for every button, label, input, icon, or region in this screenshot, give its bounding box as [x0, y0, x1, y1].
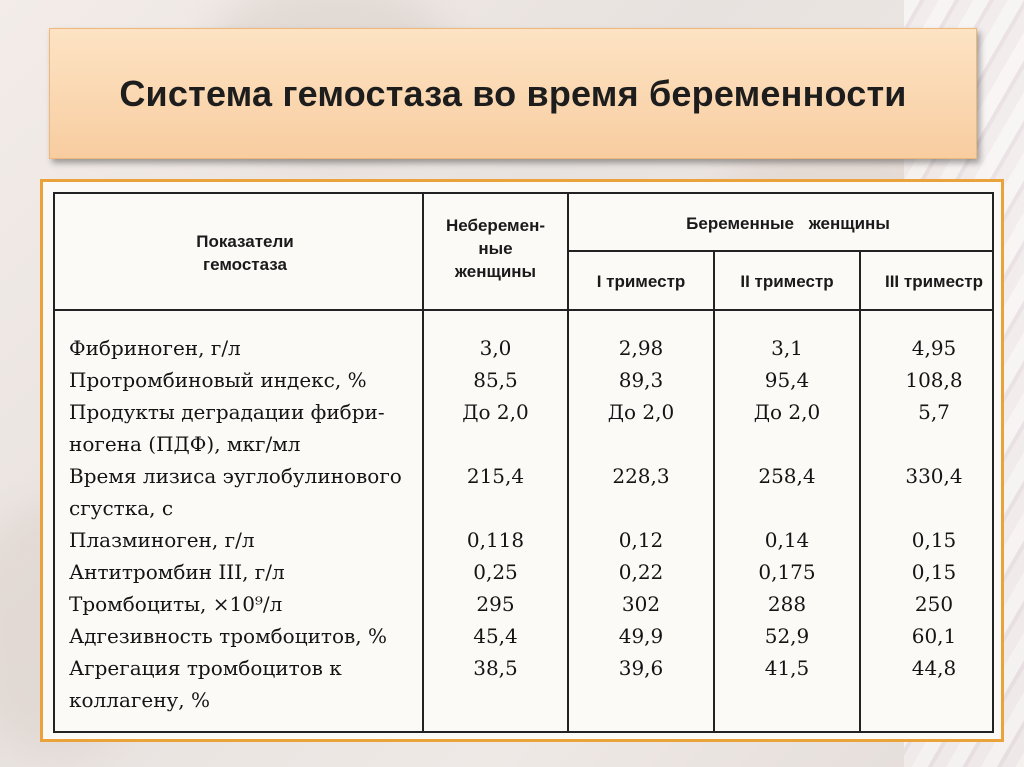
row-value: 0,118	[466, 528, 525, 552]
header-indicator-line: гемостаза	[203, 255, 287, 274]
row-value: 0,12	[618, 528, 664, 552]
slide-title-box	[49, 28, 977, 159]
row-value: 4,95	[911, 336, 957, 360]
row-value: 38,5	[473, 656, 518, 680]
header-nonpregnant	[424, 214, 567, 283]
row-value: 60,1	[911, 624, 957, 648]
row-value: 295	[476, 592, 515, 616]
row-label: Агрегация тромбоцитов к	[69, 656, 342, 680]
row-value: 0,15	[911, 528, 957, 552]
row-value: 0,14	[764, 528, 810, 552]
row-value: 330,4	[905, 464, 963, 488]
row-value: 288	[767, 592, 807, 616]
row-value: 44,8	[911, 656, 957, 680]
header-divider	[55, 309, 992, 311]
row-value: 3,1	[771, 336, 803, 360]
row-value: 250	[914, 592, 954, 616]
row-value: До 2,0	[607, 400, 675, 424]
row-value: 3,0	[479, 336, 512, 360]
row-label: коллагену, %	[69, 688, 211, 712]
row-label: Плазминоген, г/л	[69, 528, 255, 552]
hemostasis-table	[53, 192, 994, 733]
row-label: Тромбоциты, ×10⁹/л	[69, 592, 283, 616]
row-value: 258,4	[758, 464, 816, 488]
row-value: До 2,0	[753, 400, 821, 424]
row-value: 95,4	[764, 368, 810, 392]
row-label: Протромбиновый индекс, %	[69, 368, 367, 392]
header-nonpregnant-line: Неберемен-	[445, 216, 546, 235]
row-label: Фибриноген, г/л	[69, 336, 241, 360]
row-value: 108,8	[905, 368, 963, 392]
row-value: 49,9	[618, 624, 664, 648]
header-nonpregnant-line: ные	[478, 239, 513, 258]
row-value: 45,4	[473, 624, 518, 648]
row-value: 5,7	[918, 400, 950, 424]
header-trimester-1: I триместр	[596, 272, 686, 291]
row-label: сгустка, с	[69, 496, 174, 520]
row-value: 39,6	[618, 656, 664, 680]
row-value: 215,4	[466, 464, 525, 488]
row-value: 2,98	[618, 336, 664, 360]
row-value: 0,175	[758, 560, 816, 584]
header-indicator-line: Показатели	[196, 232, 294, 251]
row-label: Продукты деградации фибри-	[69, 400, 385, 424]
row-label: Антитромбин III, г/л	[69, 560, 285, 584]
header-trimester-2: II триместр	[740, 272, 834, 291]
row-value: 41,5	[764, 656, 810, 680]
table-frame	[40, 179, 1004, 742]
row-value: 85,5	[473, 368, 518, 392]
row-label: ногена (ПДФ), мкг/мл	[69, 432, 301, 456]
row-value: 89,3	[618, 368, 664, 392]
row-value: До 2,0	[462, 400, 529, 424]
header-indicator	[135, 230, 355, 276]
row-value: 0,15	[911, 560, 957, 584]
row-label: Время лизиса эуглобулинового	[69, 464, 402, 488]
row-value: 228,3	[612, 464, 670, 488]
row-divider	[567, 250, 992, 252]
row-value: 52,9	[764, 624, 810, 648]
header-nonpregnant-line: женщины	[454, 262, 537, 281]
row-value: 0,22	[618, 560, 664, 584]
row-label: Адгезивность тромбоцитов, %	[69, 624, 387, 648]
slide-title: Система гемостаза во время беременности	[119, 72, 907, 114]
header-trimester-3: III триместр	[884, 272, 984, 291]
header-pregnant-group: Беременные женщины	[686, 214, 890, 233]
row-value: 0,25	[473, 560, 518, 584]
row-value: 302	[621, 592, 661, 616]
